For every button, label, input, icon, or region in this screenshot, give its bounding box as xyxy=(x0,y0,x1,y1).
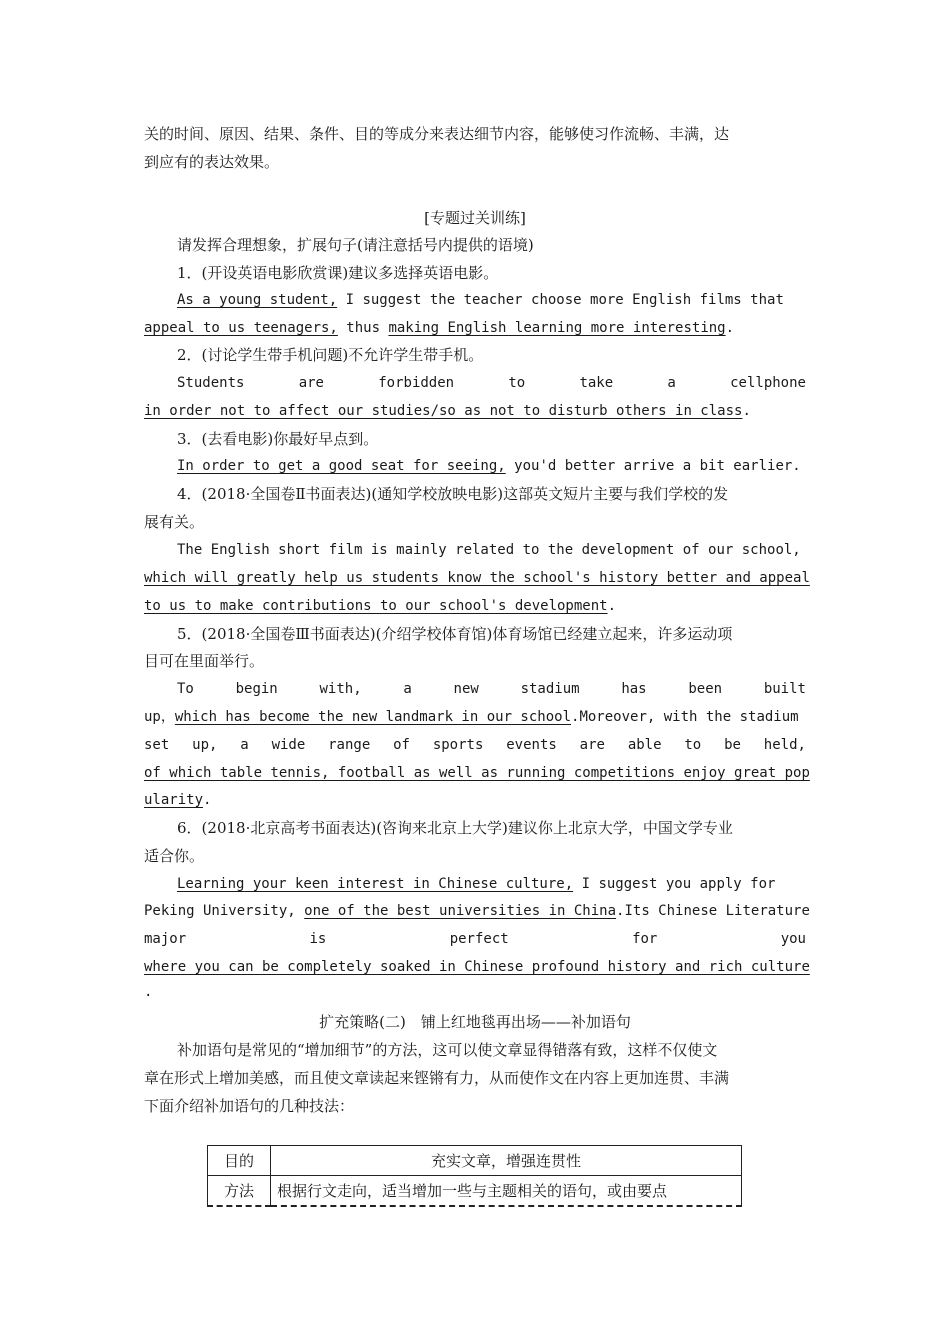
q3-answer xyxy=(177,456,801,476)
q6-word: is xyxy=(309,931,327,947)
q6-answer-line-4 xyxy=(144,957,810,977)
q1-period: . xyxy=(725,320,735,336)
q5-answer-line-3 xyxy=(144,735,806,755)
q5-answer-line-1 xyxy=(177,679,806,699)
q4-period: . xyxy=(607,598,617,614)
q2-answer-line-1 xyxy=(177,373,806,393)
q6-word: major xyxy=(144,931,187,947)
table-key-method: 方法 xyxy=(208,1176,271,1207)
q6-prompt-1: 6．(2018·北京高考书面表达)(咨询来北京上大学)建议你上北京大学，中国文学专业 xyxy=(177,819,733,837)
table-value-purpose: 充实文章，增强连贯性 xyxy=(271,1146,742,1176)
q6-underlined-1: Learning your keen interest in Chinese culture, xyxy=(177,876,574,892)
q5-word: to xyxy=(684,737,702,753)
q6-word: for xyxy=(632,931,658,947)
q5-word: stadium xyxy=(520,681,580,697)
strategy-paragraph-line-3: 下面介绍补加语句的几种技法： xyxy=(144,1097,355,1115)
q6-text-3: .Its Chinese Literature xyxy=(616,903,810,919)
q4-answer-line-1: The English short film is mainly related to the development of our school, xyxy=(177,542,801,558)
q5-text-2: .Moreover, with the stadium xyxy=(571,709,799,725)
q6-text-1: I suggest you apply for xyxy=(573,876,776,892)
q6-underlined-3: where you can be completely soaked in Chinese profound history and rich culture xyxy=(144,959,810,975)
q5-word: set xyxy=(144,737,170,753)
q5-word: are xyxy=(579,737,605,753)
instruction: 请发挥合理想象，扩展句子(请注意括号内提供的语境) xyxy=(177,236,534,254)
table-row xyxy=(208,1146,742,1176)
q5-answer-line-4 xyxy=(144,763,810,783)
q2-word: forbidden xyxy=(378,375,455,391)
q2-period: . xyxy=(742,403,751,419)
table-value-method: 根据行文走向，适当增加一些与主题相关的语句，或由要点 xyxy=(271,1176,742,1207)
q5-prompt-2: 目可在里面举行。 xyxy=(144,652,265,670)
q5-word: up, xyxy=(192,737,218,753)
q5-word: a xyxy=(403,681,412,697)
q2-word: take xyxy=(579,375,614,391)
q5-underlined-2: of which table tennis, football as well as running competitions enjoy great pop xyxy=(144,765,810,781)
q5-prompt-1: 5．(2018·全国卷Ⅲ书面表达)(介绍学校体育馆)体育场馆已经建立起来，许多运动项 xyxy=(177,625,733,643)
q1-text-2: thus xyxy=(337,320,389,336)
q4-answer-line-3 xyxy=(144,596,616,616)
q5-text-1: up， xyxy=(144,709,175,725)
q5-period: . xyxy=(203,792,212,808)
q2-word: Students xyxy=(177,375,245,391)
q1-prompt: 1．(开设英语电影欣赏课)建议多选择英语电影。 xyxy=(177,264,499,282)
q2-word: to xyxy=(508,375,526,391)
q5-answer-line-5 xyxy=(144,790,211,810)
q4-answer-line-2 xyxy=(144,568,810,588)
q6-word: perfect xyxy=(449,931,509,947)
q6-word: you xyxy=(780,931,806,947)
q5-word: wide xyxy=(271,737,306,753)
intro-line-1: 关的时间、原因、结果、条件、目的等成分来表达细节内容，能够使习作流畅、丰满，达 xyxy=(144,125,730,143)
section-title: [专题过关训练] xyxy=(424,209,526,227)
q2-word: cellphone xyxy=(730,375,806,391)
q5-word: built xyxy=(763,681,806,697)
q1-answer-line-2 xyxy=(144,318,734,338)
q2-prompt: 2．(讨论学生带手机问题)不允许学生带手机。 xyxy=(177,346,484,364)
q5-underlined-3: ularity xyxy=(144,792,204,808)
q1-text-1: I suggest the teacher choose more English films that xyxy=(337,292,784,308)
q5-word: events xyxy=(506,737,557,753)
strategy-paragraph-line-2: 章在形式上增加美感，而且使文章读起来铿锵有力，从而使作文在内容上更加连贯、丰满 xyxy=(144,1069,730,1087)
q6-underlined-2: one of the best universities in China xyxy=(304,903,617,919)
q5-word: of xyxy=(393,737,410,753)
table-row xyxy=(208,1176,742,1207)
q5-word: held, xyxy=(763,737,806,753)
q6-prompt-2: 适合你。 xyxy=(144,847,205,865)
q5-word: To xyxy=(177,681,194,697)
q6-text-2: Peking University, xyxy=(144,903,305,919)
q1-underlined-3: making English learning more interesting xyxy=(388,320,726,336)
q5-word: with, xyxy=(319,681,362,697)
q2-answer-line-2 xyxy=(144,401,751,421)
intro-line-2: 到应有的表达效果。 xyxy=(144,153,280,171)
q5-underlined-1: which has become the new landmark in our school xyxy=(174,709,572,725)
q5-answer-line-2 xyxy=(144,707,799,727)
q5-word: be xyxy=(724,737,741,753)
q5-word: sports xyxy=(432,737,484,753)
q3-prompt: 3．(去看电影)你最好早点到。 xyxy=(177,430,379,448)
q4-prompt-2: 展有关。 xyxy=(144,513,205,531)
q2-word: a xyxy=(667,375,676,391)
q1-answer-line-1 xyxy=(177,290,784,310)
q3-underlined: In order to get a good seat for seeing, xyxy=(177,458,506,474)
q5-word: able xyxy=(627,737,662,753)
q6-answer-line-2 xyxy=(144,901,810,921)
q5-word: range xyxy=(328,737,371,753)
q4-prompt-1: 4．(2018·全国卷Ⅱ书面表达)(通知学校放映电影)这部英文短片主要与我们学校的发 xyxy=(177,485,729,503)
q6-period: . xyxy=(144,984,153,1000)
q2-underlined: in order not to affect our studies/so as not to disturb others in class xyxy=(144,403,743,419)
q5-word: has xyxy=(621,681,647,697)
q3-text: you'd better arrive a bit earlier. xyxy=(505,458,801,474)
q2-word: are xyxy=(298,375,324,391)
q1-underlined-1: As a young student, xyxy=(177,292,338,308)
table-key-purpose: 目的 xyxy=(208,1146,271,1176)
q5-word: a xyxy=(240,737,249,753)
q5-word: begin xyxy=(235,681,278,697)
q6-answer-line-1 xyxy=(177,874,775,894)
q5-word: new xyxy=(453,681,479,697)
q4-underlined-2: to us to make contributions to our school's development xyxy=(144,598,608,614)
q1-underlined-2: appeal to us teenagers, xyxy=(144,320,338,336)
strategy-title: 扩充策略(二) 铺上红地毯再出场——补加语句 xyxy=(319,1013,631,1031)
strategy-paragraph-line-1: 补加语句是常见的“增加细节”的方法，这可以使文章显得错落有致，这样不仅使文 xyxy=(177,1041,718,1059)
q6-answer-line-3 xyxy=(144,929,806,949)
q5-word: been xyxy=(688,681,723,697)
q4-underlined-1: which will greatly help us students know the school's history better and appeal xyxy=(144,570,810,586)
strategy-table xyxy=(207,1145,742,1207)
